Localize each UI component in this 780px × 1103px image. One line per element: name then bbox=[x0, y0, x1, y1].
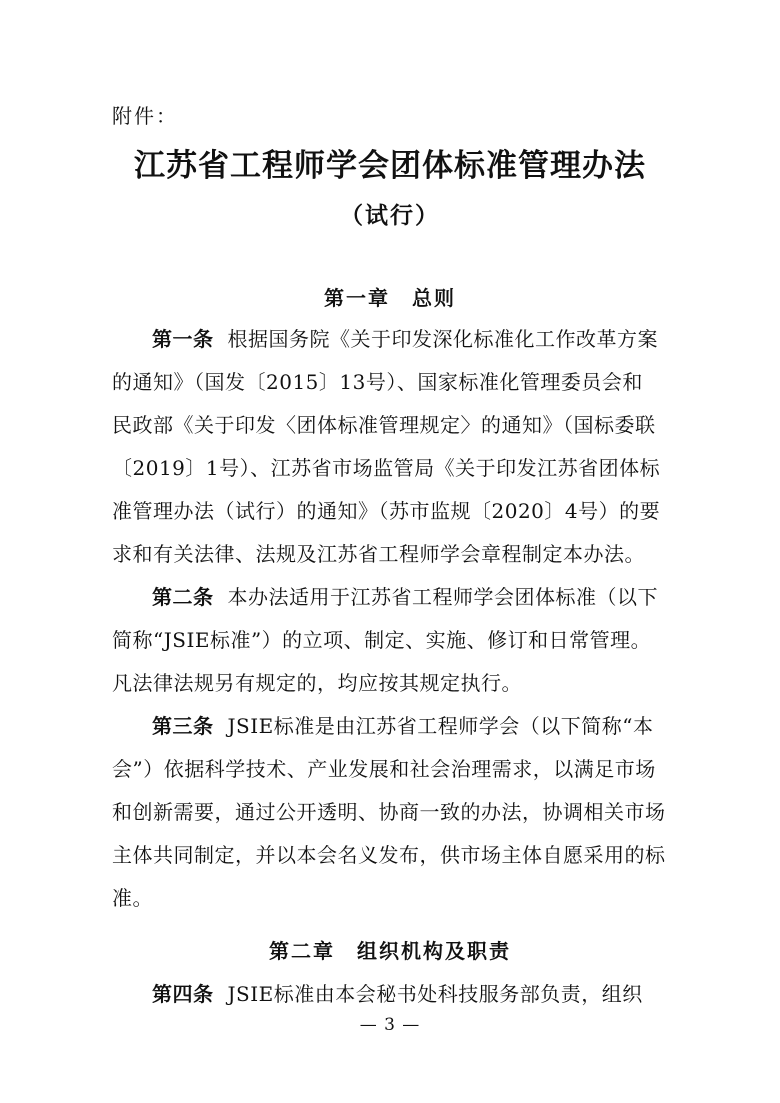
article-1-line-2: 的通知》（国发〔2015〕13号）、国家标准化管理委员会和 bbox=[112, 370, 643, 394]
article-3-line-2: 会”）依据科学技术、产业发展和社会治理需求，以满足市场 bbox=[112, 757, 656, 781]
article-1-line-3: 民政部《关于印发〈团体标准管理规定〉的通知》（国标委联 bbox=[112, 413, 656, 437]
article-3-line-1 bbox=[152, 710, 653, 739]
article-1-line-6: 求和有关法律、法规及江苏省工程师学会章程制定本办法。 bbox=[112, 542, 645, 566]
document-subtitle: （试行） bbox=[340, 202, 440, 229]
page-number: — 3 — bbox=[359, 1015, 421, 1035]
article-4-line-1 bbox=[152, 978, 643, 1007]
attachment-label: 附件： bbox=[112, 104, 178, 128]
article-2-text-1: 本办法适用于江苏省工程师学会团体标准（以下 bbox=[227, 585, 658, 609]
article-4-text-1: JSIE标准由本会秘书处科技服务部负责，组织 bbox=[227, 982, 643, 1006]
article-2-line-2: 简称“JSIE标准”）的立项、制定、实施、修订和日常管理。 bbox=[112, 628, 652, 652]
article-1-line-5: 准管理办法（试行）的通知》（苏市监规〔2020〕4号）的要 bbox=[112, 499, 661, 523]
article-2-label: 第二条 bbox=[152, 585, 214, 609]
article-1-text-1: 根据国务院《关于印发深化标准化工作改革方案 bbox=[227, 327, 658, 351]
article-2-line-3: 凡法律法规另有规定的，均应按其规定执行。 bbox=[112, 671, 522, 695]
article-1-label: 第一条 bbox=[152, 327, 214, 351]
article-4-label: 第四条 bbox=[152, 982, 214, 1006]
article-3-text-1: JSIE标准是由江苏省工程师学会（以下简称“本 bbox=[227, 714, 654, 738]
chapter-heading-1: 第一章 总则 bbox=[324, 286, 456, 310]
article-3-line-3: 和创新需要，通过公开透明、协商一致的办法，协调相关市场 bbox=[112, 800, 666, 824]
article-2-line-1 bbox=[152, 581, 658, 610]
article-3-line-4: 主体共同制定，并以本会名义发布，供市场主体自愿采用的标 bbox=[112, 843, 666, 867]
article-3-label: 第三条 bbox=[152, 714, 214, 738]
document-title: 江苏省工程师学会团体标准管理办法 bbox=[134, 148, 646, 184]
article-1-line-4: 〔2019〕1号）、江苏省市场监管局《关于印发江苏省团体标 bbox=[112, 456, 661, 480]
article-1-line-1 bbox=[152, 323, 658, 352]
article-3-line-5: 准。 bbox=[112, 886, 153, 910]
chapter-heading-2: 第二章 组织机构及职责 bbox=[269, 939, 511, 963]
